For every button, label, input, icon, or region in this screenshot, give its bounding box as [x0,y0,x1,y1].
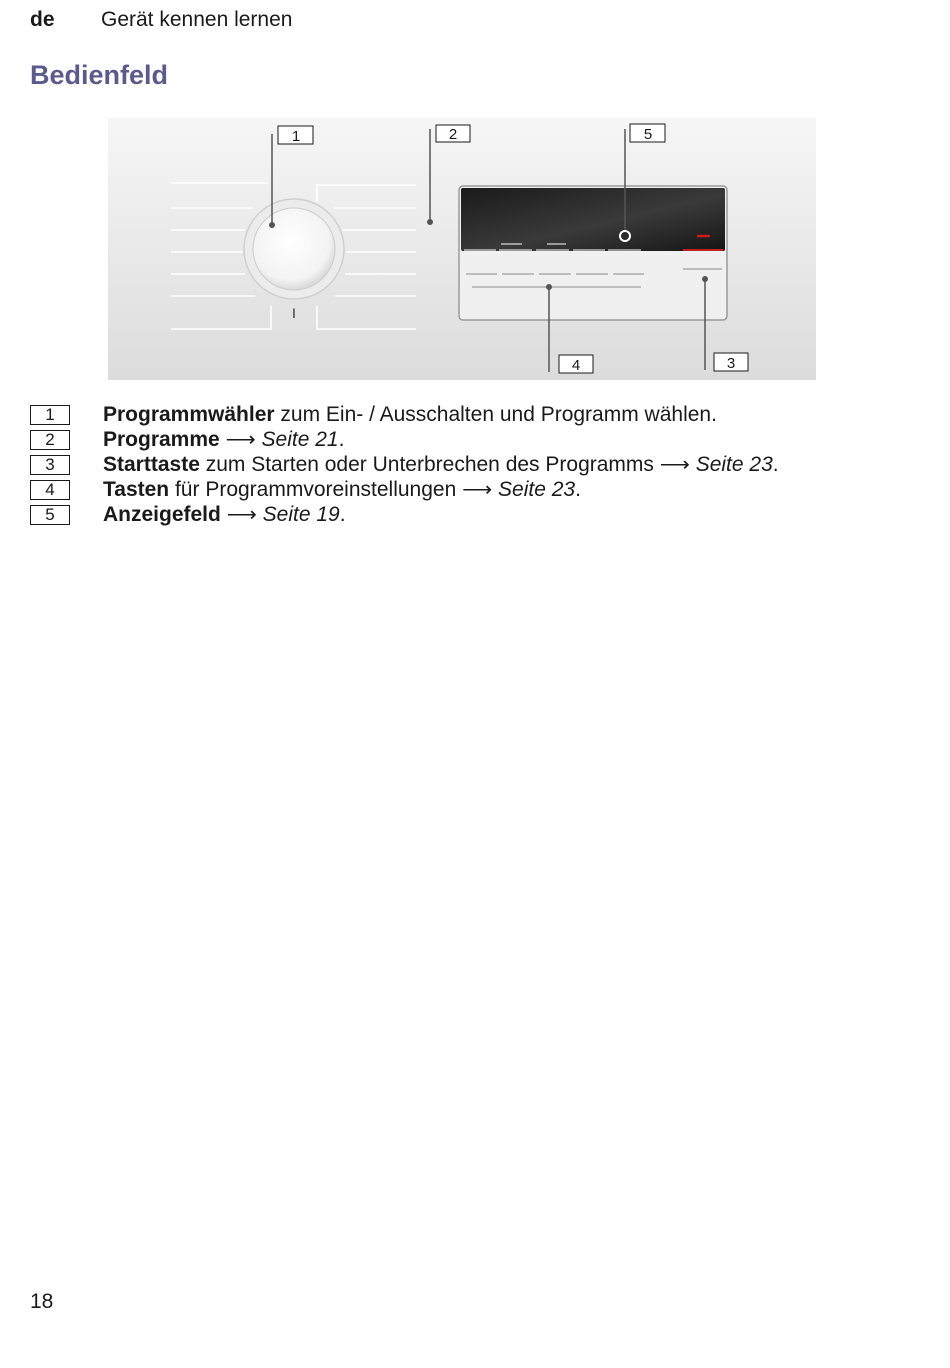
legend-term: Programme [103,428,220,451]
legend-end: . [339,503,346,526]
display-callout-ring [620,231,630,241]
page-reference: Seite 19 [256,503,340,526]
legend-text [103,502,346,527]
callout-number-5: 5 [643,126,653,143]
page-reference: Seite 23 [492,478,576,501]
legend-description: für Programmvoreinstellungen [169,478,463,501]
legend-item [30,427,930,452]
legend-term: Tasten [103,478,170,501]
legend-description: zum Starten oder Unterbrechen des Programms [199,453,660,476]
legend-description: zum Ein- / Ausschalten und Programm wählen. [274,403,717,426]
language-code: de [30,8,55,31]
section-title: Bedienfeld [30,60,169,90]
display-screen [461,188,725,251]
arrow-icon: ⟶ [225,428,256,451]
legend-text [103,427,344,452]
chapter-title: Gerät kennen lernen [101,8,293,31]
legend-item [30,477,930,502]
legend-number: 5 [30,505,70,525]
legend-end: . [772,453,779,476]
display-unit [459,186,727,320]
legend-number: 1 [30,405,70,425]
arrow-icon: ⟶ [226,503,257,526]
callout-number-4: 4 [571,357,581,374]
legend-text [103,477,581,502]
page-reference: Seite 23 [689,453,773,476]
callout-number-1: 1 [291,128,301,145]
callout-number-3: 3 [726,355,736,372]
legend-term: Programmwähler [103,403,275,426]
program-selector-knob [244,199,344,299]
page-number: 18 [30,1290,54,1313]
legend-number: 4 [30,480,70,500]
legend-term: Starttaste [103,453,200,476]
legend-item [30,452,930,477]
legend-text [103,402,717,427]
dial-mark: I [292,305,296,321]
legend-end: . [575,478,581,501]
legend-end: . [338,428,345,451]
control-panel-figure [108,118,816,380]
legend-list [30,402,930,527]
legend-number: 2 [30,430,70,450]
arrow-icon: ⟶ [462,478,493,501]
arrow-icon: ⟶ [659,453,690,476]
legend-item [30,402,930,427]
callout-number-2: 2 [448,126,458,143]
page-reference: Seite 21 [255,428,339,451]
legend-number: 3 [30,455,70,475]
legend-term: Anzeigefeld [103,503,221,526]
legend-item [30,502,930,527]
legend-text [103,452,779,477]
